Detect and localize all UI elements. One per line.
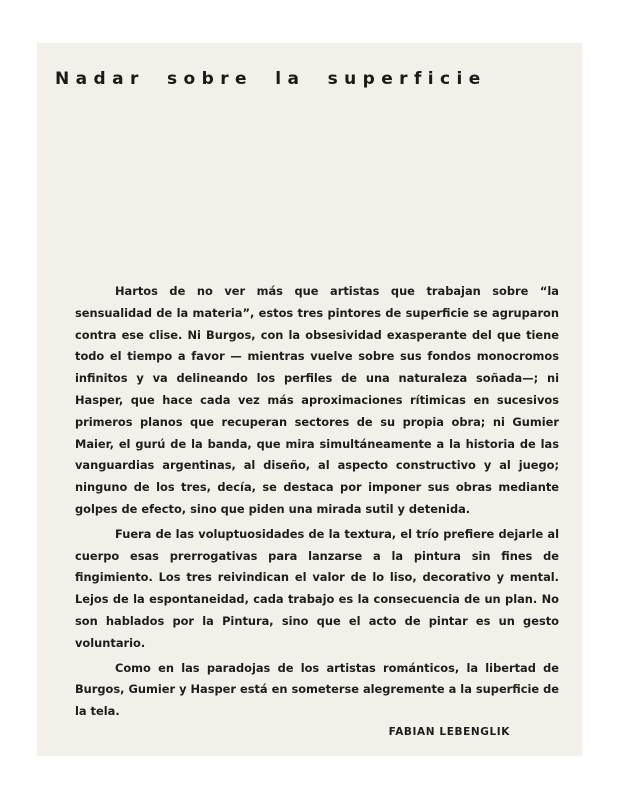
paragraph-1: Hartos de no ver más que artistas que trabajan sobre “la sensualidad de la materia”, estos tres pintores de superficie se agruparon contra ese clise. Ni Burgos, con la obsesividad exasperante del que tiene todo el tiempo a favor — mientras vuelve sobre sus fondos monocromos infinitos y va delineando los perfiles de una naturaleza soñada—; ni Hasper, que hace cada vez más aproximaciones rítimicas en sucesivos primeros planos que recuperan sectores de su propia obra; ni Gumier Maier, el gurú de la banda, que mira simultáneamente a la historia de las vanguardias argentinas, al diseño, al aspecto constructivo y al juego; ninguno de los tres, decía, se destaca por imponer sus obras mediante golpes de efecto, sino que piden una mirada sutil y detenida. xyxy=(75,284,559,516)
paragraph-2: Fuera de las voluptuosidades de la textura, el trío prefiere dejarle al cuerpo esas prerrogativas para lanzarse a la pintura sin fines de fingimiento. Los tres reivindican el valor de lo liso, decorativo y mental. Lejos de la espontaneidad, cada trabajo es la consecuencia de un plan. No son hablados por la Pintura, sino que el acto de pintar es un gesto voluntario. xyxy=(75,526,559,650)
paragraph-3: Como en las paradojas de los artistas románticos, la libertad de Burgos, Gumier y Hasper está en someterse alegremente a la superficie de la tela. xyxy=(75,660,559,719)
document-page xyxy=(37,43,582,756)
document-body xyxy=(75,281,559,726)
document-title: Nadar sobre la superficie xyxy=(55,69,487,89)
author-signature: FABIAN LEBENGLIK xyxy=(388,726,510,738)
